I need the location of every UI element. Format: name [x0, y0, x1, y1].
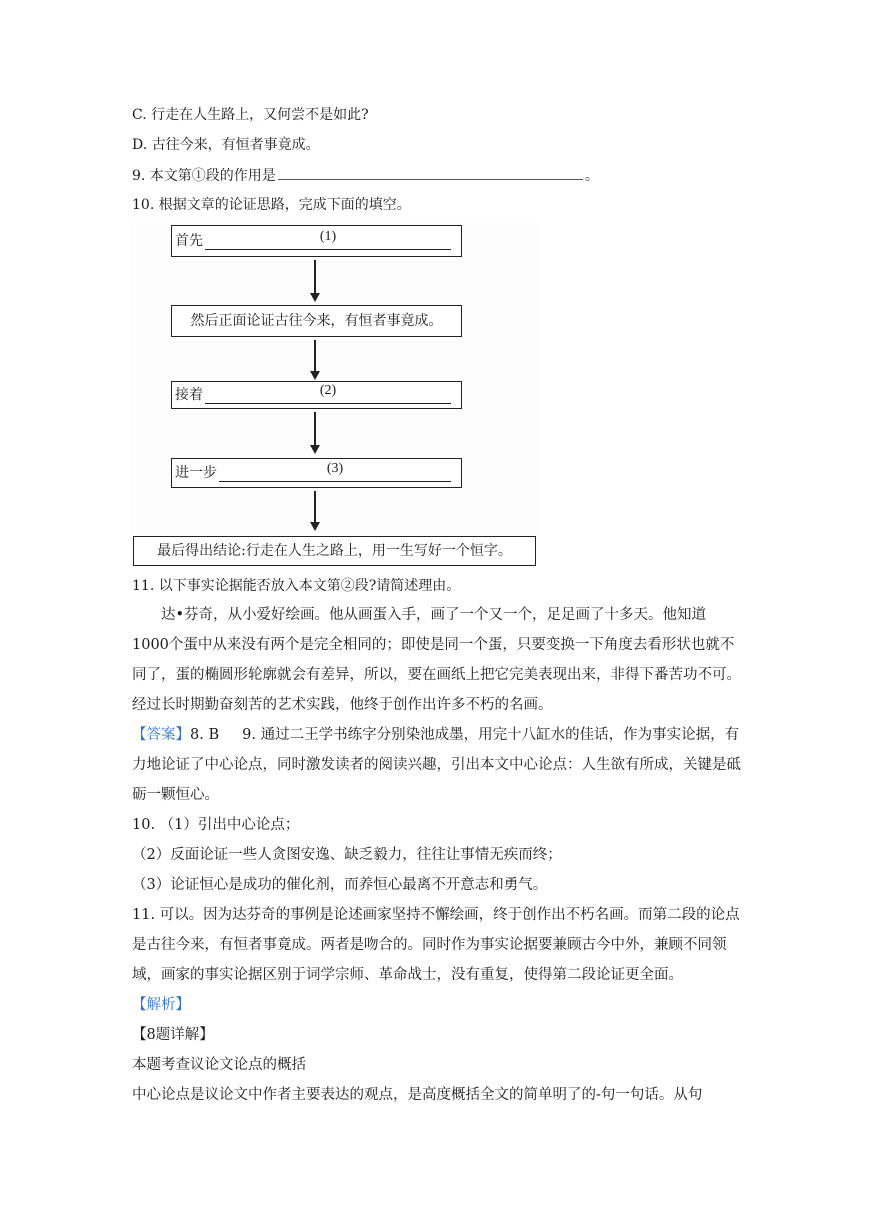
flow-box-2-text: 然后正面论证古往今来，有恒者事竟成。	[190, 313, 443, 329]
flow-arrow-2	[314, 340, 316, 378]
flow-blank-2: (2)	[205, 387, 451, 404]
answer-gap	[219, 727, 242, 743]
analysis-topic: 本题考查议论文论点的概括	[132, 1057, 306, 1073]
analysis-text: 中心论点是议论文中作者主要表达的观点，是高度概括全文的简单明了的-句一句话。从句	[132, 1087, 703, 1103]
flow-box-5	[133, 536, 536, 566]
question-9-prefix: 9. 本文第①段的作用是	[132, 168, 276, 184]
flow-box-3-label: 接着	[175, 387, 203, 403]
flow-box-3	[171, 381, 462, 409]
answer-tag: 【答案】	[132, 727, 190, 743]
analysis-tag: 【解析】	[132, 997, 190, 1013]
option-d: D. 古往今来，有恒者事竟成。	[132, 137, 320, 153]
question-9-suffix: 。	[584, 168, 599, 184]
question-10: 10. 根据文章的论证思路，完成下面的填空。	[132, 197, 411, 213]
answer-10-2: （2）反面论证一些人贪图安逸、缺乏毅力，往往让事情无疾而终；	[132, 847, 562, 863]
flow-blank-1: (1)	[205, 233, 451, 250]
question-11: 11. 以下事实论据能否放入本文第②段?请简述理由。	[132, 578, 461, 594]
flow-arrow-4	[314, 491, 316, 529]
flow-arrow-1	[314, 260, 316, 300]
answer-11: 11. 可以。因为达芬奇的事例是论述画家坚持不懈绘画，终于创作出不朽名画。而第二段的论点是古往今来，有恒者事竟成。两者是吻合的。同时作为事实论据要兼顾古今中外，兼顾不同领域，画家的事实论据区别于词学宗师、革命战士，没有重复，使得第二段论证更全面。	[132, 907, 740, 983]
answer-blank	[278, 165, 583, 180]
flow-box-1-label: 首先	[175, 233, 203, 249]
flow-arrow-3	[314, 412, 316, 452]
question-11-passage: 达•芬奇，从小爱好绘画。他从画蛋入手，画了一个又一个，足足画了十多天。他知道1000个蛋中从来没有两个是完全相同的；即使是同一个蛋，只要变换一下角度去看形状也就不同了，蛋的椭圆形轮廓就会有差异，所以，要在画纸上把它完美表现出来，非得下番苦功不可。经过长时期勤奋刻苦的艺术实践，他终于创作出许多不朽的名画。	[132, 607, 741, 713]
flow-box-2	[171, 305, 462, 337]
flow-box-5-text: 最后得出结论:行走在人生之路上，用一生写好一个恒字。	[157, 543, 512, 559]
answer-9: 9. 通过二王学书练字分别染池成墨，用完十八缸水的佳话，作为事实论据，有力地论证了中心论点，同时激发读者的阅读兴趣，引出本文中心论点：人生欲有所成，关键是砥砺一颗恒心。	[132, 727, 741, 803]
flow-box-4-label: 进一步	[175, 465, 217, 481]
analysis-q8-title: 【8题详解】	[132, 1027, 214, 1043]
answer-block	[132, 720, 742, 810]
question-9	[132, 165, 599, 186]
flow-box-4	[171, 458, 462, 488]
answer-8: 8. B	[190, 727, 220, 743]
answer-10-1: 10. （1）引出中心论点；	[132, 817, 300, 833]
answer-10-3: （3）论证恒心是成功的催化剂，而养恒心最离不开意志和勇气。	[132, 877, 548, 893]
option-c: C. 行走在人生路上，又何尝不是如此?	[132, 107, 369, 123]
flow-box-1	[171, 225, 462, 257]
flow-blank-3: (3)	[219, 465, 451, 482]
